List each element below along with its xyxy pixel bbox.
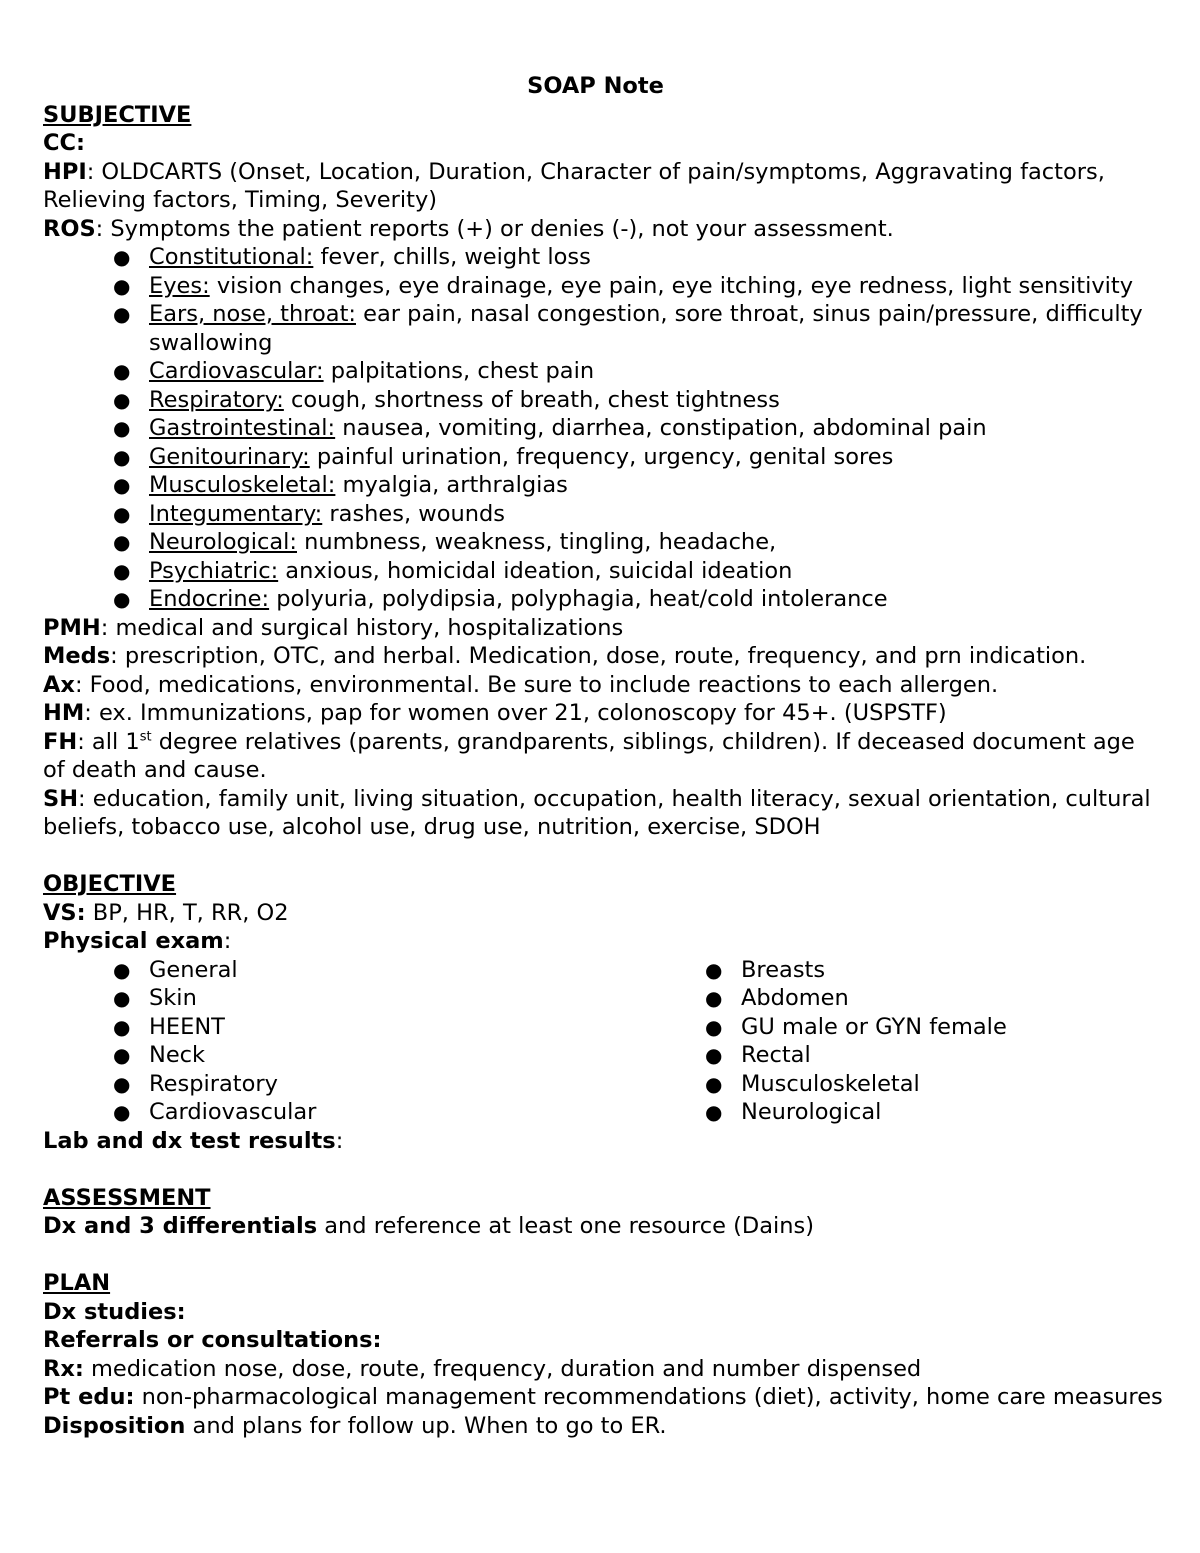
ros-system-text: rashes, wounds [322, 500, 505, 527]
disposition-text: and plans for follow up. When to go to ER. [185, 1412, 667, 1439]
bullet-icon: ● [113, 1071, 131, 1096]
assessment-heading: ASSESSMENT [43, 1184, 211, 1211]
sh-line [43, 785, 1163, 842]
fh-line [43, 728, 1163, 785]
soap-note-document [43, 72, 1163, 1440]
physical-exam-line [43, 927, 1163, 956]
exam-item: Neurological [741, 1099, 882, 1125]
disposition-line [43, 1412, 1163, 1441]
cc-label: CC: [43, 130, 86, 156]
lab-results-label: Lab and dx test results [43, 1127, 336, 1154]
ros-system-text: anxious, homicidal ideation, suicidal ideation [278, 557, 793, 584]
bullet-icon: ● [113, 444, 131, 469]
bullet-icon: ● [113, 587, 131, 611]
bullet-icon: ● [705, 1043, 723, 1067]
lab-results-colon: : [335, 1127, 344, 1154]
fh-label: FH [43, 728, 78, 755]
bullet-icon: ● [113, 957, 131, 982]
bullet-icon: ● [705, 957, 723, 982]
meds-line [43, 642, 1163, 671]
list-item [43, 1070, 635, 1099]
ros-system-text: polyuria, polydipsia, polyphagia, heat/cold intolerance [269, 586, 888, 612]
ros-system-label: Musculoskeletal: [149, 472, 336, 498]
ros-system-label: Cardiovascular: [149, 358, 324, 384]
list-item [43, 357, 1163, 386]
ros-system-text: ear pain, nasal congestion, sore throat, sinus pain/pressure, difficulty swallowing [149, 301, 1143, 356]
ros-system-text: myalgia, arthralgias [335, 472, 568, 498]
list-item [635, 1098, 1135, 1127]
ros-system-label: Constitutional: [149, 244, 314, 270]
hpi-label: HPI [43, 158, 87, 185]
ros-label: ROS [43, 215, 96, 242]
exam-item: Abdomen [741, 985, 849, 1011]
rx-label: Rx: [43, 1355, 84, 1382]
ros-system-text: painful urination, frequency, urgency, genital sores [309, 443, 894, 470]
pmh-line [43, 614, 1163, 643]
exam-item: Rectal [741, 1042, 811, 1068]
meds-text: : prescription, OTC, and herbal. Medication, dose, route, frequency, and prn indication. [110, 643, 1087, 669]
bullet-icon: ● [705, 1100, 723, 1124]
exam-item: General [149, 956, 238, 983]
sh-label: SH [43, 785, 79, 812]
spacer [43, 1241, 1163, 1270]
exam-item: Cardiovascular [149, 1099, 317, 1125]
list-item [43, 528, 1163, 557]
vs-line [43, 899, 1163, 928]
ros-system-label: Genitourinary: [149, 443, 310, 470]
ros-system-label: Neurological: [149, 529, 297, 555]
list-item [43, 1041, 635, 1070]
exam-list-left [43, 956, 635, 1127]
spacer [43, 1155, 1163, 1184]
fh-superscript: st [139, 729, 152, 744]
ros-system-label: Gastrointestinal: [149, 415, 336, 441]
vs-label: VS: [43, 899, 86, 926]
list-item [43, 243, 1163, 272]
list-item [43, 1098, 635, 1127]
bullet-icon: ● [113, 273, 131, 298]
vs-text: BP, HR, T, RR, O2 [85, 899, 289, 926]
ros-system-label: Integumentary: [149, 500, 323, 527]
pt-edu-label: Pt edu: [43, 1384, 135, 1410]
list-item [43, 984, 635, 1013]
bullet-icon: ● [113, 530, 131, 554]
referrals-line [43, 1326, 1163, 1355]
ros-list [43, 243, 1163, 614]
ros-system-text: nausea, vomiting, diarrhea, constipation, abdominal pain [335, 415, 987, 441]
exam-item: Breasts [741, 956, 826, 983]
list-item [635, 1013, 1135, 1042]
ros-system-label: Endocrine: [149, 586, 270, 612]
ax-line [43, 671, 1163, 700]
ros-line [43, 215, 1163, 244]
physical-exam-label: Physical exam [43, 928, 224, 954]
ros-system-label: Eyes: [149, 272, 210, 299]
list-item [635, 956, 1135, 985]
sh-text: : education, family unit, living situation, occupation, health literacy, sexual orientation, cultural beliefs, tobacco use, alcohol use, drug use, nutrition, exercise, SDOH [43, 785, 1151, 840]
bullet-icon: ● [705, 1014, 723, 1039]
fh-text: : all 1 [77, 728, 140, 755]
list-item [635, 1070, 1135, 1099]
list-item [43, 471, 1163, 500]
bullet-icon: ● [113, 1100, 131, 1124]
bullet-icon: ● [113, 473, 131, 497]
pt-edu-line [43, 1383, 1163, 1412]
objective-heading: OBJECTIVE [43, 871, 177, 897]
list-item [43, 1013, 635, 1042]
physical-exam-colon: : [223, 928, 232, 954]
list-item [43, 956, 635, 985]
list-item [43, 386, 1163, 415]
hpi-line [43, 158, 1163, 215]
list-item [43, 414, 1163, 443]
ros-system-text: vision changes, eye drainage, eye pain, eye itching, eye redness, light sensitivity [209, 272, 1134, 299]
dx-studies-line [43, 1298, 1163, 1327]
list-item [635, 1041, 1135, 1070]
list-item [43, 272, 1163, 301]
bullet-icon: ● [113, 1043, 131, 1067]
exam-item: HEENT [149, 1013, 225, 1040]
bullet-icon: ● [113, 302, 131, 326]
disposition-label: Disposition [43, 1412, 186, 1439]
referrals-label: Referrals or consultations: [43, 1327, 382, 1353]
pmh-text: : medical and surgical history, hospitalizations [100, 614, 624, 641]
exam-item: Respiratory [149, 1070, 278, 1097]
hm-text: : ex. Immunizations, pap for women over 21, colonoscopy for 45+. (USPSTF) [84, 700, 947, 726]
bullet-icon: ● [113, 245, 131, 269]
ax-text: : Food, medications, environmental. Be sure to include reactions to each allergen. [74, 671, 999, 698]
exam-item: Neck [149, 1042, 206, 1068]
list-item [635, 984, 1135, 1013]
list-item [43, 500, 1163, 529]
ros-system-label: Respiratory: [149, 386, 284, 413]
exam-columns [43, 956, 1163, 1127]
fh-text-cont: degree relatives (parents, grandparents, siblings, children). If deceased document age of death and cause. [43, 728, 1135, 783]
bullet-icon: ● [113, 1014, 131, 1039]
plan-heading: PLAN [43, 1270, 111, 1296]
cc-line [43, 129, 1163, 158]
lab-results-line [43, 1127, 1163, 1156]
hpi-text: : OLDCARTS (Onset, Location, Duration, Character of pain/symptoms, Aggravating factors, Relieving factors, Timing, Severity) [43, 158, 1105, 213]
exam-item: Skin [149, 985, 197, 1011]
bullet-icon: ● [113, 501, 131, 526]
dx-studies-label: Dx studies: [43, 1298, 186, 1325]
list-item [43, 443, 1163, 472]
pmh-label: PMH [43, 614, 101, 641]
bullet-icon: ● [113, 986, 131, 1010]
bullet-icon: ● [113, 359, 131, 383]
ros-text: : Symptoms the patient reports (+) or denies (-), not your assessment. [95, 215, 894, 242]
bullet-icon: ● [113, 387, 131, 412]
bullet-icon: ● [113, 558, 131, 583]
hm-line [43, 699, 1163, 728]
exam-item: GU male or GYN female [741, 1013, 1007, 1040]
bullet-icon: ● [705, 986, 723, 1010]
ros-system-text: fever, chills, weight loss [313, 244, 591, 270]
subjective-heading: SUBJECTIVE [43, 101, 192, 128]
ros-system-label: Psychiatric: [149, 557, 279, 584]
dx-text: and reference at least one resource (Dains) [317, 1213, 815, 1239]
meds-label: Meds [43, 643, 111, 669]
dx-line [43, 1212, 1163, 1241]
exam-list-right [635, 956, 1135, 1127]
exam-item: Musculoskeletal [741, 1070, 920, 1097]
spacer [43, 842, 1163, 871]
list-item [43, 300, 1163, 357]
ros-system-label: Ears, nose, throat: [149, 301, 356, 327]
bullet-icon: ● [113, 416, 131, 440]
document-title: SOAP Note [527, 73, 664, 99]
ros-system-text: cough, shortness of breath, chest tightness [283, 386, 780, 413]
ax-label: Ax [43, 671, 75, 698]
bullet-icon: ● [705, 1071, 723, 1096]
ros-system-text: numbness, weakness, tingling, headache, [297, 529, 777, 555]
rx-line [43, 1355, 1163, 1384]
list-item [43, 585, 1163, 614]
rx-text: medication nose, dose, route, frequency, duration and number dispensed [83, 1355, 922, 1382]
pt-edu-text: non-pharmacological management recommendations (diet), activity, home care measures [134, 1384, 1163, 1410]
hm-label: HM [43, 700, 85, 726]
dx-label: Dx and 3 differentials [43, 1213, 318, 1239]
ros-system-text: palpitations, chest pain [323, 358, 595, 384]
list-item [43, 557, 1163, 586]
